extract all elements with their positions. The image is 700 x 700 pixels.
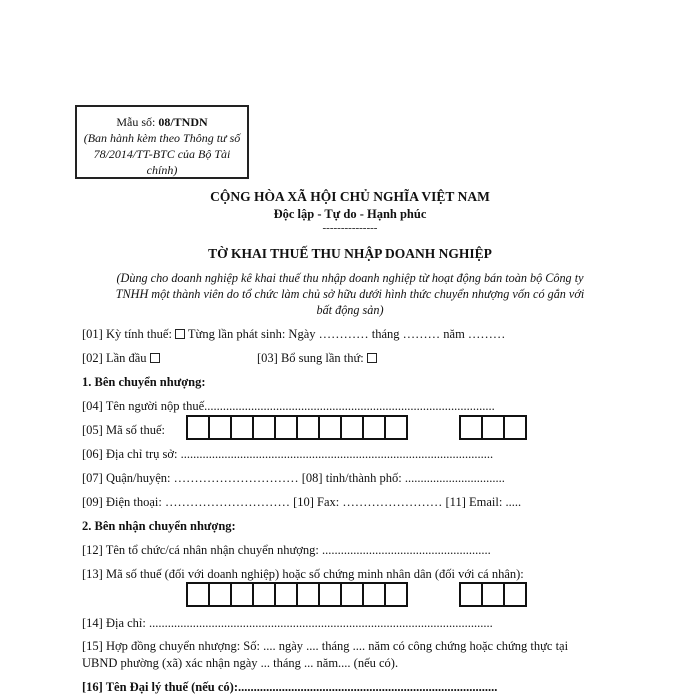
field-15-contract-line-1: [15] Hợp đồng chuyển nhượng: Số: .... ngày .... tháng .... năm có công chứng hoặc chứng thực tại bbox=[82, 639, 569, 653]
field-01-tax-period bbox=[82, 327, 505, 342]
field-06-address[interactable]: [06] Địa chỉ trụ sở: .................................................................................................... bbox=[82, 447, 494, 461]
motto: Độc lập - Tự do - Hạnh phúc bbox=[273, 207, 427, 221]
tax-code-cell[interactable] bbox=[186, 415, 210, 440]
id-number-cell[interactable] bbox=[340, 582, 364, 607]
tax-code-cell[interactable] bbox=[459, 415, 483, 440]
id-number-cell[interactable] bbox=[186, 582, 210, 607]
tax-code-cell[interactable] bbox=[208, 415, 232, 440]
subtitle-line-3: bất động sản) bbox=[316, 303, 384, 317]
form-number-box bbox=[75, 105, 249, 179]
tax-code-cell[interactable] bbox=[318, 415, 342, 440]
checkbox-supplement[interactable] bbox=[367, 353, 377, 363]
id-number-cell[interactable] bbox=[384, 582, 408, 607]
id-number-cell[interactable] bbox=[252, 582, 276, 607]
form-label: Mẫu số: 08/TNDN bbox=[116, 115, 208, 129]
tax-code-cell[interactable] bbox=[362, 415, 386, 440]
form-code: 08/TNDN bbox=[158, 115, 208, 129]
page-title: TỜ KHAI THUẾ THU NHẬP DOANH NGHIỆP bbox=[208, 246, 492, 261]
id-number-cell[interactable] bbox=[296, 582, 320, 607]
tax-code-boxes-main[interactable] bbox=[186, 415, 406, 440]
field-13-id-label: [13] Mã số thuế (đối với doanh nghiệp) hoặc số chứng minh nhân dân (đối với cá nhân): bbox=[82, 567, 524, 581]
field-03-supplement: [03] Bổ sung lần thứ: bbox=[257, 351, 380, 366]
section-2-transferee: 2. Bên nhận chuyển nhượng: bbox=[82, 519, 236, 533]
field-02-first-time: [02] Lần đầu bbox=[82, 351, 163, 366]
country-name: CỘNG HÒA XÃ HỘI CHỦ NGHĨA VIỆT NAM bbox=[210, 189, 490, 204]
field-14-address[interactable]: [14] Địa chỉ: .............................................................................................................. bbox=[82, 616, 493, 630]
tax-code-cell[interactable] bbox=[252, 415, 276, 440]
field-04-taxpayer-name[interactable]: [04] Tên người nộp thuế............................................................................................. bbox=[82, 399, 495, 413]
checkbox-each-occurrence[interactable] bbox=[175, 329, 185, 339]
field-05-tax-code-label: [05] Mã số thuế: bbox=[82, 423, 165, 437]
tax-code-cell[interactable] bbox=[503, 415, 527, 440]
tax-code-cell[interactable] bbox=[481, 415, 505, 440]
id-number-boxes-main[interactable] bbox=[186, 582, 406, 607]
issued-line-1: (Ban hành kèm theo Thông tư số bbox=[83, 131, 241, 145]
subtitle-line-1: (Dùng cho doanh nghiệp kê khai thuế thu nhập doanh nghiệp từ hoạt động bán toàn bộ Công ty bbox=[116, 271, 584, 285]
field-16-tax-agent[interactable]: [16] Tên Đại lý thuế (nếu có):................................................................................... bbox=[82, 680, 498, 694]
id-number-cell[interactable] bbox=[230, 582, 254, 607]
field-01-label: [01] Kỳ tính thuế: bbox=[82, 327, 172, 341]
field-09-11-contact[interactable]: [09] Điện thoại: ………………………… [10] Fax: …………………… [11] Email: ..... bbox=[82, 495, 522, 509]
tax-code-cell[interactable] bbox=[230, 415, 254, 440]
tax-code-cell[interactable] bbox=[340, 415, 364, 440]
subtitle-line-2: TNHH một thành viên do tổ chức làm chủ sở hữu dưới hình thức chuyển nhượng vốn có gắn với bbox=[115, 287, 585, 301]
issued-line-2: 78/2014/TT-BTC của Bộ Tài bbox=[93, 147, 231, 161]
id-number-cell[interactable] bbox=[318, 582, 342, 607]
id-number-cell[interactable] bbox=[274, 582, 298, 607]
field-07-08-district-province[interactable]: [07] Quận/huyện: ………………………… [08] tỉnh/thành phố: ................................ bbox=[82, 471, 505, 485]
id-number-boxes-branch[interactable] bbox=[459, 582, 525, 607]
section-1-transferor: 1. Bên chuyển nhượng: bbox=[82, 375, 206, 389]
tax-code-boxes-branch[interactable] bbox=[459, 415, 525, 440]
tax-code-cell[interactable] bbox=[384, 415, 408, 440]
header-divider: --------------- bbox=[322, 222, 378, 234]
field-15-contract-line-2: UBND phường (xã) xác nhận ngày ... tháng ... năm.... (nếu có). bbox=[82, 656, 399, 670]
id-number-cell[interactable] bbox=[208, 582, 232, 607]
checkbox-first-time[interactable] bbox=[150, 353, 160, 363]
id-number-cell[interactable] bbox=[459, 582, 483, 607]
tax-code-cell[interactable] bbox=[274, 415, 298, 440]
id-number-cell[interactable] bbox=[503, 582, 527, 607]
field-12-transferee-name[interactable]: [12] Tên tổ chức/cá nhân nhận chuyển nhượng: ...................................................... bbox=[82, 543, 491, 557]
id-number-cell[interactable] bbox=[481, 582, 505, 607]
issued-line-3: chính) bbox=[146, 163, 178, 177]
field-01-detail: Từng lần phát sinh: Ngày ………… tháng ……… năm ……… bbox=[187, 327, 506, 341]
id-number-cell[interactable] bbox=[362, 582, 386, 607]
tax-code-cell[interactable] bbox=[296, 415, 320, 440]
